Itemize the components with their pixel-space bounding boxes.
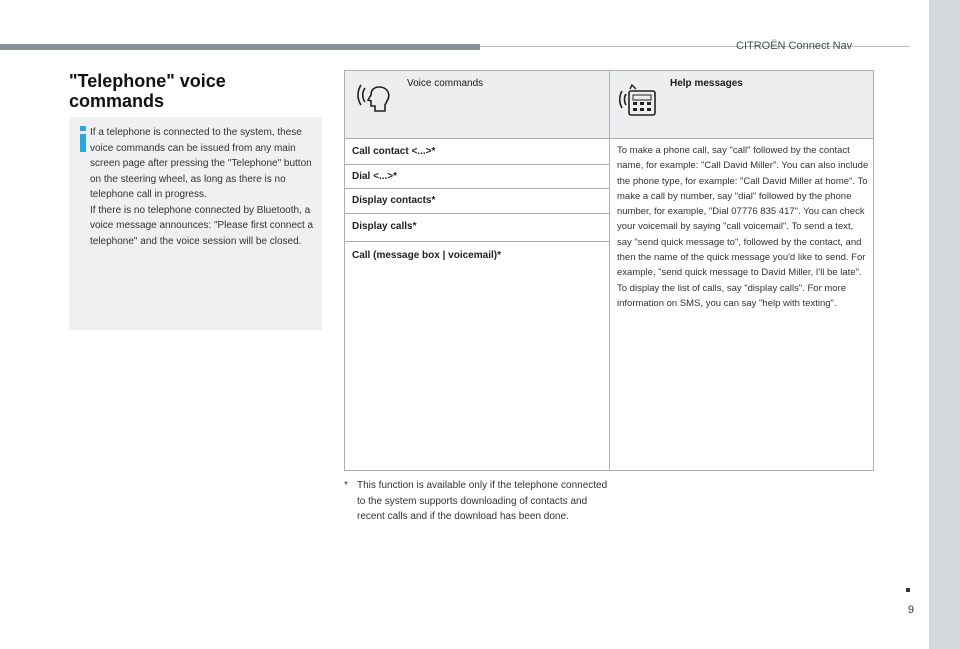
voice-commands-table [344, 70, 874, 471]
table-header-help [610, 71, 873, 138]
help-message-text: To make a phone call, say "call" followed by the contact name, for example: "Call David Miller". You can also include the phone type, for example: "Call David Miller at home". To make a call by number, say "dial" followed by the phone number, for example, "Dial 07776 835 417". You can check your voicemail by saying "call voicemail". To send a text, say "send quick message to", followed by the contact, and then the name of the quick message you'd like to send. For example, "send quick message to David Miller, I'll be late". To display the list of calls, say "display calls". For more information on SMS, you can say "help with texting". [617, 145, 869, 309]
footnote-marker: * [344, 480, 348, 491]
info-icon [78, 126, 88, 152]
command-dial: Dial <...>* [345, 165, 609, 189]
info-box [69, 117, 322, 330]
help-messages-heading: Help messages [670, 78, 743, 89]
continue-mark [906, 588, 910, 592]
page-title: "Telephone" voice commands [69, 71, 226, 111]
command-call-voicemail: Call (message box | voicemail)* [352, 250, 501, 261]
command-display-contacts: Display contacts* [345, 189, 609, 214]
command-call-contact: Call contact <...>* [345, 139, 609, 165]
footnote-text: This function is available only if the telephone connected to the system supports downloading of contacts and recent calls and if the download has been done. [357, 480, 608, 522]
page-number: 9 [907, 604, 914, 616]
header-brand: CITROËN Connect Nav [736, 40, 853, 52]
column-divider [609, 71, 610, 470]
voice-command-icon [355, 81, 397, 115]
help-messages-icon [618, 83, 658, 119]
info-text: If a telephone is connected to the system, these voice commands can be issued from any main screen page after pressing the "Telephone" button on the steering wheel, as long as there is no telephone call in progress. If there is no telephone connected by Bluetooth, a voice message announces: "Please first connect a telephone" and the voice session will be closed. [90, 127, 314, 247]
header-rule [0, 44, 480, 50]
footnote [344, 478, 614, 525]
side-strip [929, 0, 960, 649]
command-display-calls: Display calls* [345, 214, 609, 242]
voice-commands-heading: Voice commands [407, 78, 484, 89]
table-header-voice [345, 71, 609, 138]
